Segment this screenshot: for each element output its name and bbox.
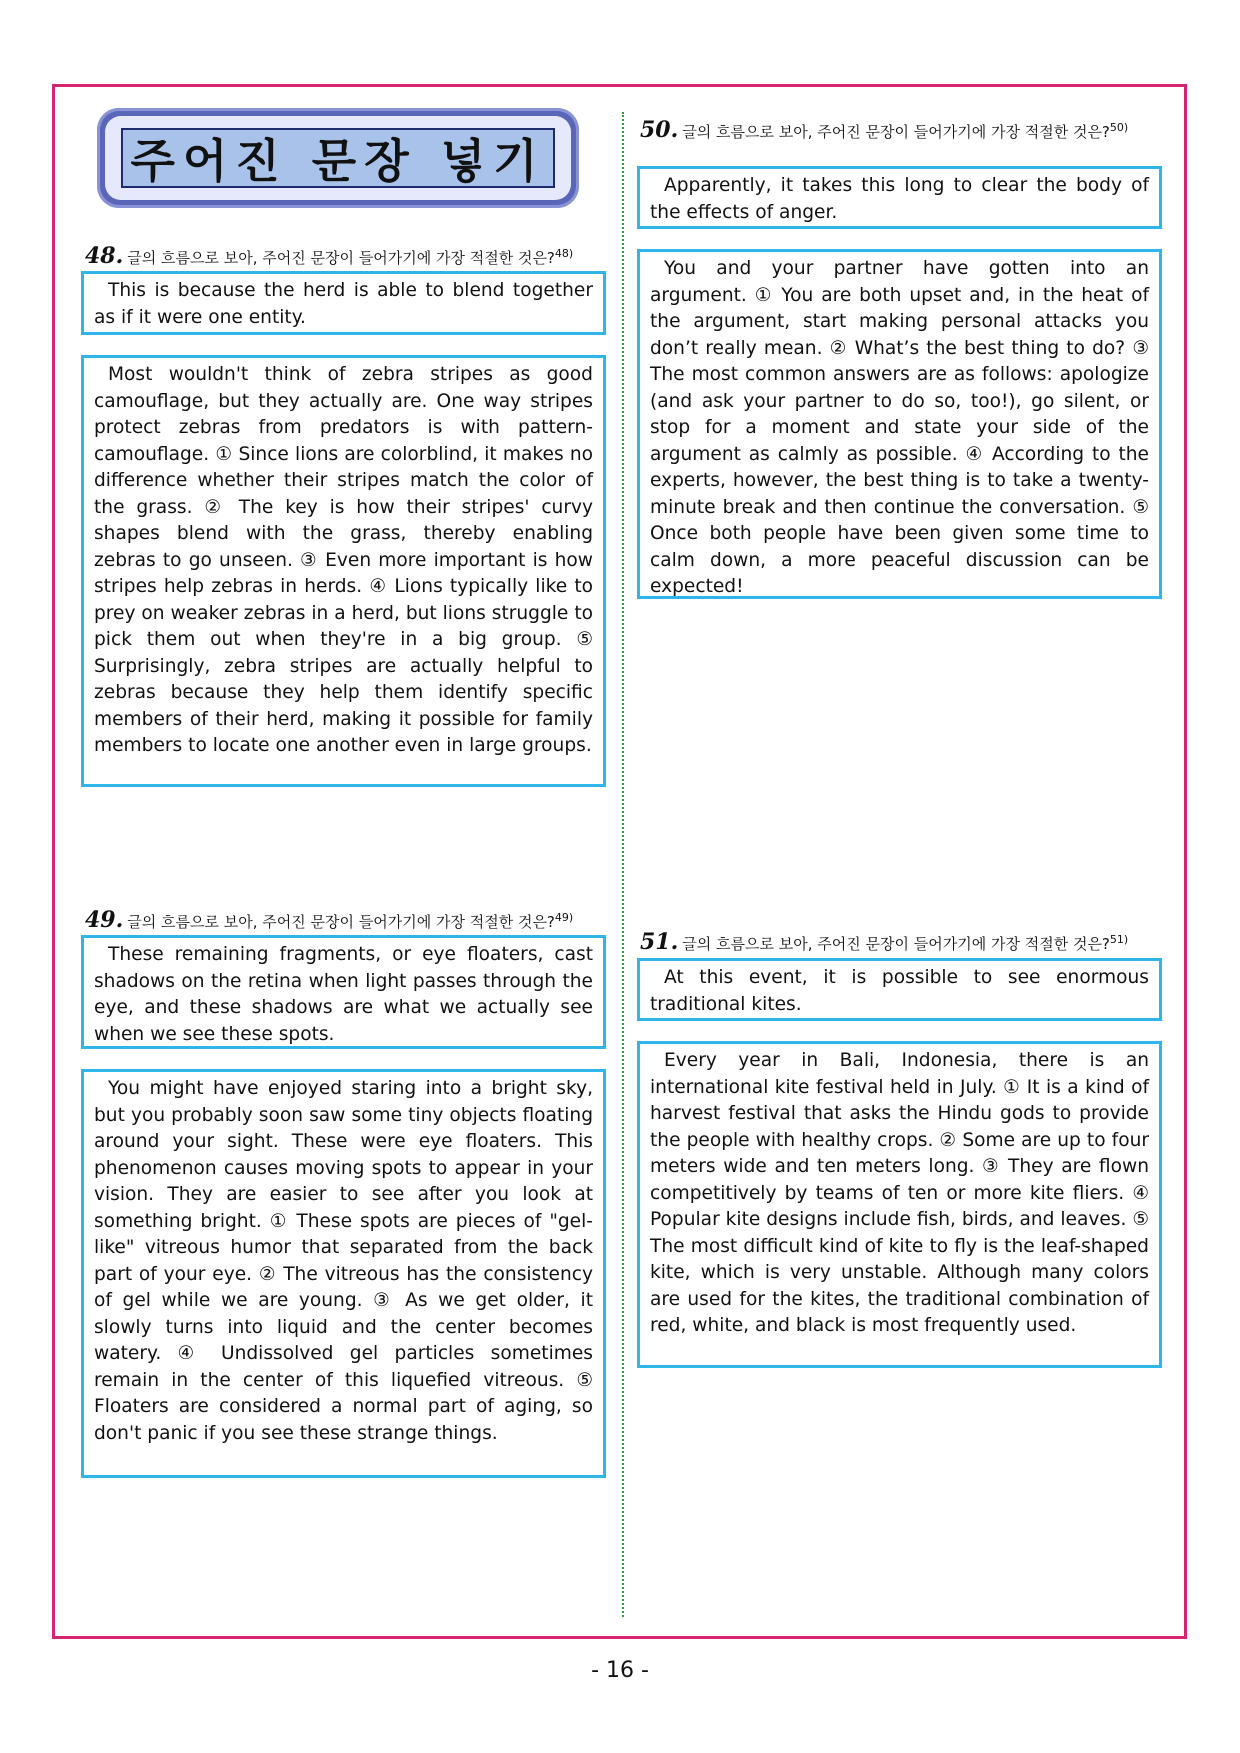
question-number: 50.: [640, 117, 679, 143]
given-sentence: This is because the herd is able to blend together as if it were one entity.: [94, 280, 593, 328]
given-sentence: These remaining fragments, or eye floaters, cast shadows on the retina when light passes through the eye, and these shadows are what we actually see when we see these spots.: [94, 944, 593, 1045]
passage-text: Most wouldn't think of zebra stripes as good camouflage, but they actually are. One way stripes protect zebras from predators is with pattern-camouflage. ① Since lions are colorblind, it makes no difference whether their stripes match the color of the grass. ② The key is how their stripes' curvy shapes blend with the grass, thereby enabling zebras to go unseen. ③ Even more important is how stripes help zebras in herds. ④ Lions typically like to prey on weaker zebras in a herd, but lions struggle to pick them out when they're in a big group. ⑤ Surprisingly, zebra stripes are actually helpful to zebras because they help them identify specific members of their herd, making it possible for family members to locate one another even in large groups.: [94, 364, 593, 756]
question-prompt: 글의 흐름으로 보아, 주어진 문장이 들어가기에 가장 적절한 것은?: [682, 123, 1110, 141]
given-sentence-box: [81, 271, 606, 335]
passage-text: You and your partner have gotten into an argument. ① You are both upset and, in the heat of the argument, start making personal attacks you don’t really mean. ② What’s the best thing to do? ③ The most common answers are as follows: apologize (and ask your partner to do so, too!), go silent, or stop for a moment and state your side of the argument as calmly as possible. ④ According to the experts, however, the best thing is to take a twenty-minute break and then continue the conversation. ⑤ Once both people have been given some time to calm down, a more peaceful discussion can be expected!: [650, 258, 1149, 597]
question-51-head: [640, 930, 1168, 954]
passage-text: You might have enjoyed staring into a bright sky, but you probably soon saw some tiny objects floating around your sight. These were eye floaters. This phenomenon causes moving spots to appear in your vision. They are easier to see after you look at something bright. ① These spots are pieces of "gel-like" vitreous humor that separated from the back part of your eye. ② The vitreous has the consistency of gel while we are young. ③ As we get older, it slowly turns into liquid and the center becomes watery. ④ Undissolved gel particles sometimes remain in the center of this liquefied vitreous. ⑤ Floaters are considered a normal part of aging, so don't panic if you see these strange things.: [94, 1078, 593, 1444]
passage-text: Every year in Bali, Indonesia, there is an international kite festival held in July. ① It is a kind of harvest festival that asks the Hindu gods to provide the people with healthy crops. ② Some are up to four meters wide and ten meters long. ③ They are flown competitively by teams of ten or more kite fliers. ④ Popular kite designs include fish, birds, and leaves. ⑤ The most difficult kind of kite to fly is the leaf-shaped kite, which is very unstable. Although many colors are used for the kites, the traditional combination of red, white, and black is most frequently used.: [650, 1050, 1149, 1336]
question-prompt: 글의 흐름으로 보아, 주어진 문장이 들어가기에 가장 적절한 것은?: [127, 249, 555, 267]
question-number: 51.: [640, 929, 679, 955]
question-prompt: 글의 흐름으로 보아, 주어진 문장이 들어가기에 가장 적절한 것은?: [682, 935, 1110, 953]
footnote-ref: 49): [554, 911, 574, 924]
footnote-ref: 48): [554, 247, 574, 260]
question-48-head: [85, 244, 610, 268]
question-prompt: 글의 흐름으로 보아, 주어진 문장이 들어가기에 가장 적절한 것은?: [127, 913, 555, 931]
given-sentence-box: [81, 935, 606, 1049]
question-50-head: [640, 118, 1168, 142]
question-49-head: [85, 908, 610, 932]
passage-box: [81, 355, 606, 787]
passage-box: [637, 249, 1162, 599]
question-number: 49.: [85, 907, 124, 933]
column-divider: [622, 112, 624, 1617]
page-number: - 16 -: [591, 1658, 649, 1683]
given-sentence-box: [637, 166, 1162, 229]
title-badge: [97, 108, 579, 208]
given-sentence: Apparently, it takes this long to clear the body of the effects of anger.: [650, 175, 1149, 223]
given-sentence-box: [637, 958, 1162, 1021]
footnote-ref: 50): [1109, 121, 1129, 134]
given-sentence: At this event, it is possible to see enormous traditional kites.: [650, 967, 1149, 1015]
question-number: 48.: [85, 243, 124, 269]
passage-box: [637, 1041, 1162, 1368]
page-title: 주어진 문장 넣기: [130, 134, 546, 188]
passage-box: [81, 1069, 606, 1478]
footnote-ref: 51): [1109, 933, 1129, 946]
